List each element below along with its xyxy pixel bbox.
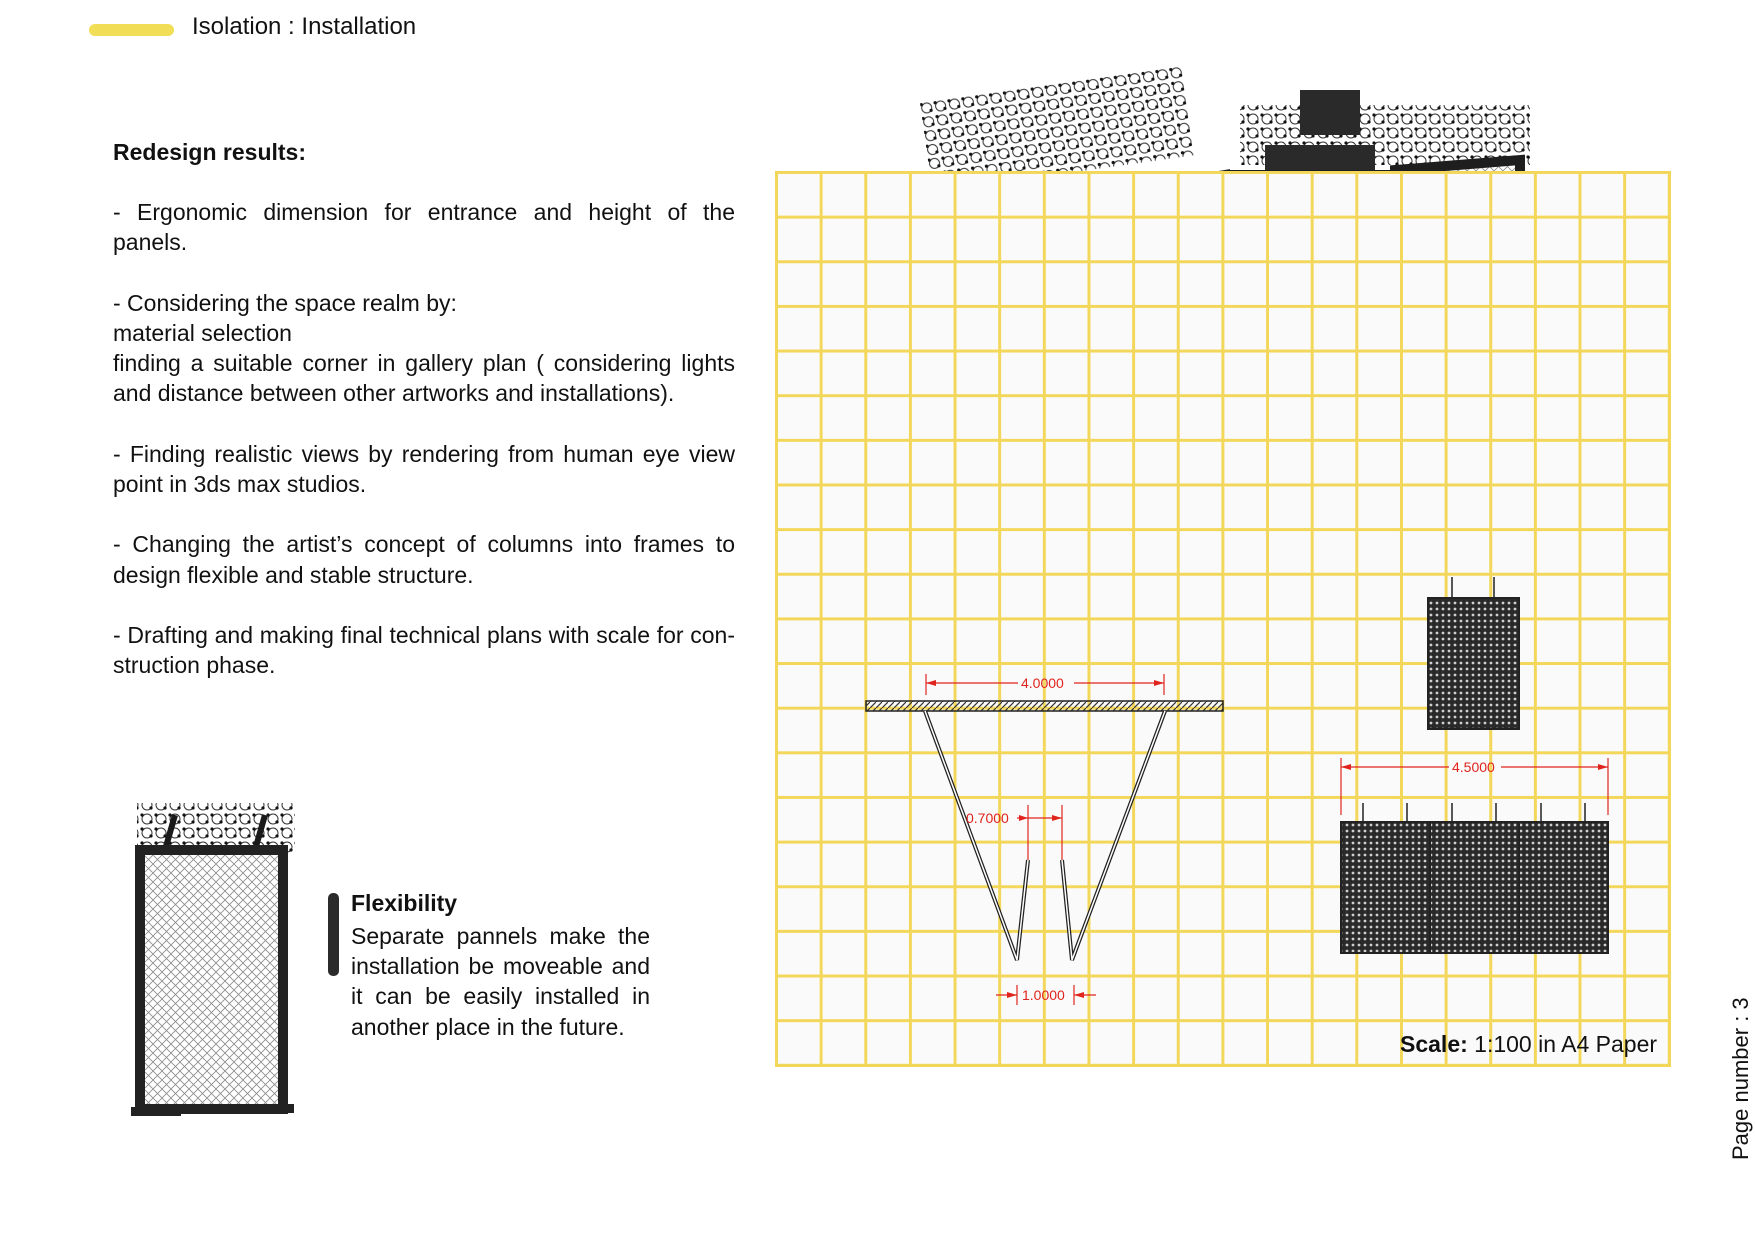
result-ergonomic: - Ergonomic dimension for entrance and height of the panels. [113,199,735,256]
dim-label-0700: 0.7000 [966,810,1009,826]
flexibility-title: Flexibility [351,890,458,916]
dimension-elevation-width [1341,758,1608,815]
result-drafting: - Drafting and making final technical plans with scale for con-struction phase. [113,621,735,679]
elevation-panels [1341,803,1608,953]
dim-label-4500: 4.5000 [1452,759,1495,775]
dimension-top-width [926,674,1164,695]
plan-view-drawing [866,701,1223,960]
dimension-gap [966,805,1062,860]
dim-label-4000: 4.0000 [1021,675,1064,691]
page-title: Isolation : Installation [192,13,417,40]
scale-note [1400,1031,1657,1058]
redesign-heading: Redesign results: [113,139,306,165]
space-realm-material: material selection [113,320,292,346]
flexibility-body: Separate pannels make the installation be moveable and it can be easily installed in another place in the future. [351,923,650,1040]
result-frames: - Changing the artist’s concept of columns into frames to design flexible and stable structure. [113,531,735,588]
dimension-bottom [996,985,1096,1005]
dim-label-1000: 1.0000 [1022,987,1065,1003]
result-realistic-views: - Finding realistic views by rendering from human eye view point in 3ds max studios. [113,440,735,497]
space-realm-corner: finding a suitable corner in gallery plan ( considering lights and distance between other artworks and installations). [113,350,735,407]
side-view-panel [1428,577,1519,729]
space-realm-intro: - Considering the space realm by: [113,289,457,316]
scale-value: 1:100 in A4 Paper [1474,1031,1658,1057]
scale-label: Scale: [1400,1031,1468,1057]
page-number: Page number : 3 [1728,997,1753,1160]
flexibility-accent-bar [328,893,339,976]
